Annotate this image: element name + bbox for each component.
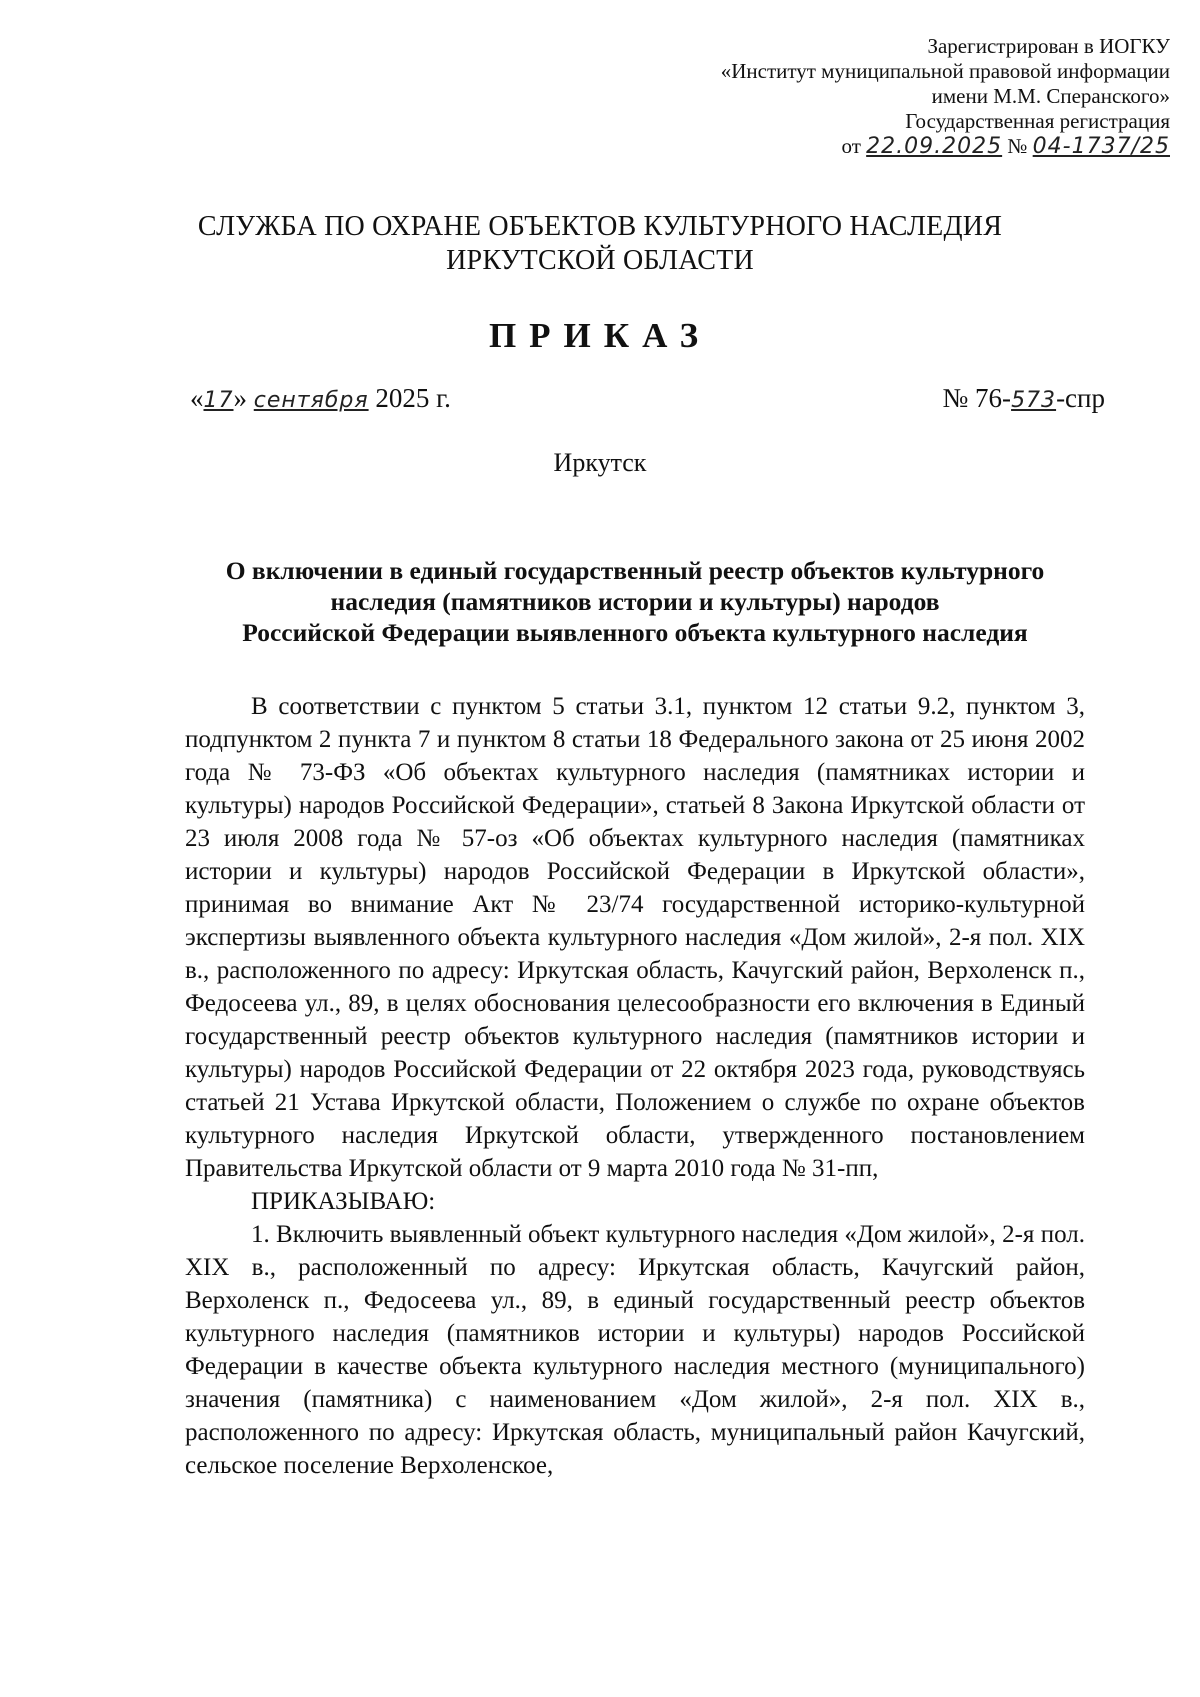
registration-stamp [650,34,1170,159]
registration-date-number-line [650,134,1170,159]
date-open-quote: « [190,383,204,413]
registration-date-handwritten: 22.09.2025 [866,134,1003,159]
registration-number-prefix: № [1007,134,1028,158]
agency-line: СЛУЖБА ПО ОХРАНЕ ОБЪЕКТОВ КУЛЬТУРНОГО НАСЛЕДИЯ [197,211,1003,242]
registration-line: «Институт муниципальной правовой информации [720,59,1170,83]
document-body [185,690,1085,1482]
order-number-suffix: -спр [1056,383,1105,413]
registration-number-handwritten: 04-1737/25 [1032,134,1170,159]
order-item-1: 1. Включить выявленный объект культурного наследия «Дом жилой», 2-я пол. XIX в., расположенный по адресу: Иркутская область, Качугский район, Верхоленск п., Федосеева ул., 89, в единый государственный реестр объектов культурного наследия (памятников истории и культуры) народов Российской Федерации в качестве объекта культурного наследия местного (муниципального) значения (памятника) с наименованием «Дом жилой», 2-я пол. XIX в., расположенного по адресу: Иркутская область, муниципальный район Качугский, сельское поселение Верхоленское, [185,1221,1085,1479]
subject-line: наследия (памятников истории и культуры) народов [330,587,940,616]
document-type-title: ПРИКАЗ [488,316,712,355]
registration-line: Государственная регистрация [905,109,1170,133]
order-date [190,383,451,414]
agency-name [0,210,1200,278]
order-number [943,383,1105,414]
city-name: Иркутск [553,448,647,477]
preamble-paragraph: В соответствии с пунктом 5 статьи 3.1, пунктом 12 статьи 9.2, пунктом 3, подпунктом 2 пункта 7 и пунктом 8 статьи 18 Федерального закона от 25 июня 2002 года № 73-ФЗ «Об объектах культурного наследия (памятниках истории и культуры) народов Российской Федерации», статьей 8 Закона Иркутской области от 23 июля 2008 года № 57-оз «Об объектах культурного наследия (памятниках истории и культуры) народов Российской Федерации в Иркутской области», принимая во внимание Акт № 23/74 государственной историко-культурной экспертизы выявленного объекта культурного наследия «Дом жилой», 2-я пол. XIX в., расположенного по адресу: Иркутская область, Качугский район, Верхоленск п., Федосеева ул., 89, в целях обоснования целесообразности его включения в Единый государственный реестр объектов культурного наследия (памятников истории и культуры) народов Российской Федерации от 22 октября 2023 года, руководствуясь статьей 21 Устава Иркутской области, Положением о службе по охране объектов культурного наследия Иркутской области, утвержденного постановлением Правительства Иркутской области от 9 марта 2010 года № 31-пп, [185,693,1085,1182]
date-day-handwritten: 17 [203,388,234,413]
date-close-quote: » [233,383,247,413]
document-subject [170,555,1100,648]
subject-line: Российской Федерации выявленного объекта культурного наследия [242,618,1028,647]
order-number-handwritten: 573 [1011,388,1057,413]
order-number-prefix: № 76- [942,383,1012,413]
registration-line: Зарегистрирован в ИОГКУ [927,34,1170,58]
date-year: 2025 г. [375,383,451,413]
registration-date-prefix: от [841,134,861,158]
agency-line: ИРКУТСКОЙ ОБЛАСТИ [446,245,754,276]
registration-line: имени М.М. Сперанского» [931,84,1170,108]
date-month-handwritten: сентября [253,388,369,413]
subject-line: О включении в единый государственный реестр объектов культурного [225,556,1045,585]
order-word: ПРИКАЗЫВАЮ: [251,1188,436,1215]
